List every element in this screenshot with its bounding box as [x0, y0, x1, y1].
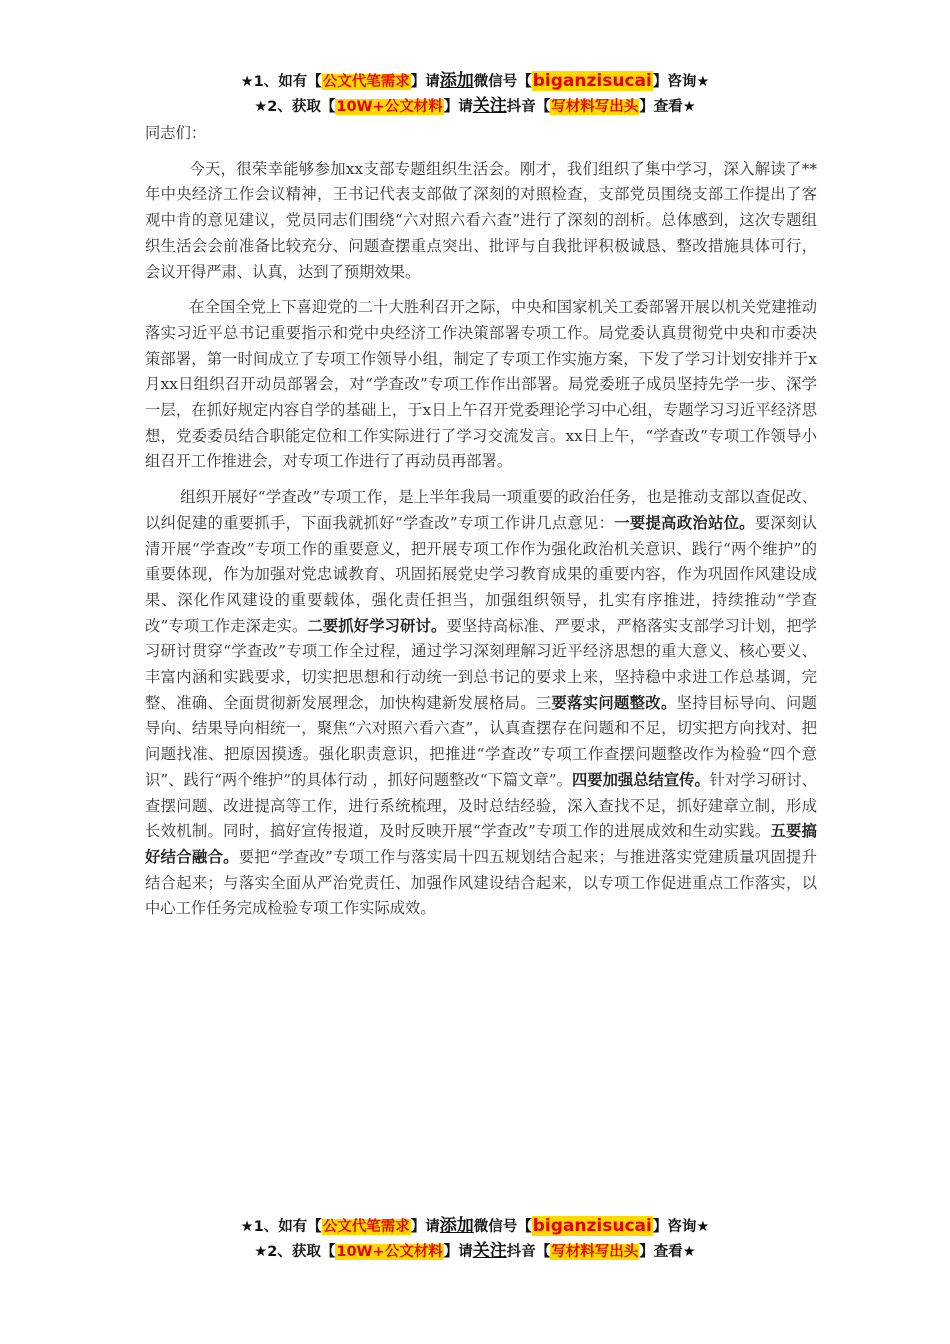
promo-banner-bottom — [0, 1214, 950, 1264]
point-5-heading: 五要搞好结合融合。 — [145, 822, 817, 866]
point-4-heading: 四要加强总结宣传。 — [571, 770, 710, 789]
highlight-materials: 10W+公文材料 — [336, 1244, 443, 1260]
promo-line-1: ★1、如有【公文代笔需求】请添加微信号【biganzisucai】咨询★ — [240, 1216, 710, 1236]
star-icon: ★ — [240, 74, 254, 90]
point-1-heading: 一要提高政治站位。 — [614, 513, 755, 532]
point-2-heading: 二要抓好学习研讨。 — [307, 616, 447, 635]
document-body — [145, 121, 817, 922]
highlight-douyin-account: 写材料写出头 — [551, 1244, 639, 1260]
promo-line-2: ★2、获取【10W+公文材料】请关注抖音【写材料写出头】查看★ — [254, 1241, 696, 1261]
star-icon: ★ — [240, 1219, 254, 1235]
highlight-materials: 10W+公文材料 — [336, 99, 443, 115]
point-3-heading: 要落实问题整改。 — [551, 693, 677, 712]
star-icon: ★ — [254, 1244, 268, 1260]
paragraph-3: 组织开展好“学查改”专项工作，是上半年我局一项重要的政治任务，也是推动支部以查促改、以纠促建的重要抓手，下面我就抓好“学查改”专项工作讲几点意见：一要提高政治站位。要深刻认清开展“学查改”专项工作的重要意义，把开展专项工作作为强化政治机关意识、践行“两个维护”的重要体现，作为加强对党忠诚教育、巩固拓展党史学习教育成果的重要内容，作为巩固作风建设成果、深化作风建设的重要载体，强化责任担当，加强组织领导，扎实有序推进，持续推动“学查改”专项工作走深走实。二要抓好学习研讨。要坚持高标准、严要求，严格落实支部学习计划，把学习研讨贯穿“学查改”专项工作全过程，通过学习深刻理解习近平经济思想的重大意义、核心要义、丰富内涵和实践要求，切实把思想和行动统一到总书记的要求上来，坚持稳中求进工作总基调，完整、准确、全面贯彻新发展理念，加快构建新发展格局。三要落实问题整改。坚持目标导向、问题导向、结果导向相统一，聚焦“六对照六看六查”，认真查摆存在问题和不足，切实把方向找对、把问题找准、把原因摸透。强化职责意识，把推进“学查改”专项工作查摆问题整改作为检验“四个意识”、践行“两个维护”的具体行动 ，抓好问题整改“下篇文章”。四要加强总结宣传。针对学习研讨、查摆问题、改进提高等工作，进行系统梳理，及时总结经验，深入查找不足，抓好建章立制，形成长效机制。同时，搞好宣传报道，及时反映开展“学查改”专项工作的进展成效和生动实践。五要搞好结合融合。要把“学查改”专项工作与落实局十四五规划结合起来；与推进落实党建质量巩固提升结合起来；与落实全面从严治党责任、加强作风建设结合起来，以专项工作促进重点工作落实，以中心工作任务完成检验专项工作实际成效。 — [145, 488, 817, 918]
paragraph-1: 今天，很荣幸能够参加xx支部专题组织生活会。刚才，我们组织了集中学习，深入解读了**年中央经济工作会议精神，王书记代表支部做了深刻的对照检查，支部党员围绕支部工作提出了客观中肯的意见建议，党员同志们围绕“六对照六看六查”进行了深刻的剖析。总体感到，这次专题组织生活会会前准备比较充分、问题查摆重点突出、批评与自我批评积极诚恳、整改措施具体可行，会议开得严肃、认真，达到了预期效果。 — [145, 159, 817, 281]
promo-line-2: ★2、获取【10W+公文材料】请关注抖音【写材料写出头】查看★ — [254, 96, 696, 116]
star-icon: ★ — [254, 99, 268, 115]
salutation: 同志们： — [145, 124, 207, 142]
highlight-service: 公文代笔需求 — [322, 74, 410, 90]
highlight-wechat-id: biganzisucai — [532, 71, 652, 91]
promo-banner-top — [0, 69, 950, 119]
highlight-douyin-account: 写材料写出头 — [551, 99, 639, 115]
promo-line-1: ★1、如有【公文代笔需求】请添加微信号【biganzisucai】咨询★ — [240, 71, 710, 91]
paragraph-2: 在全国全党上下喜迎党的二十大胜利召开之际，中央和国家机关工委部署开展以机关党建推动落实习近平总书记重要指示和党中央经济工作决策部署专项工作。局党委认真贯彻党中央和市委决策部署，第一时间成立了专项工作领导小组，制定了专项工作实施方案，下发了学习计划安排并于x月xx日组织召开动员部署会，对“学查改”专项工作作出部署。局党委班子成员坚持先学一步、深学一层，在抓好规定内容自学的基础上，于x日上午召开党委理论学习中心组，专题学习习近平经济思想，党委委员结合职能定位和工作实际进行了学习交流发言。xx日上午，“学查改”专项工作领导小组召开工作推进会，对专项工作进行了再动员再部署。 — [145, 298, 817, 471]
highlight-wechat-id: biganzisucai — [532, 1216, 652, 1236]
highlight-service: 公文代笔需求 — [322, 1219, 410, 1235]
